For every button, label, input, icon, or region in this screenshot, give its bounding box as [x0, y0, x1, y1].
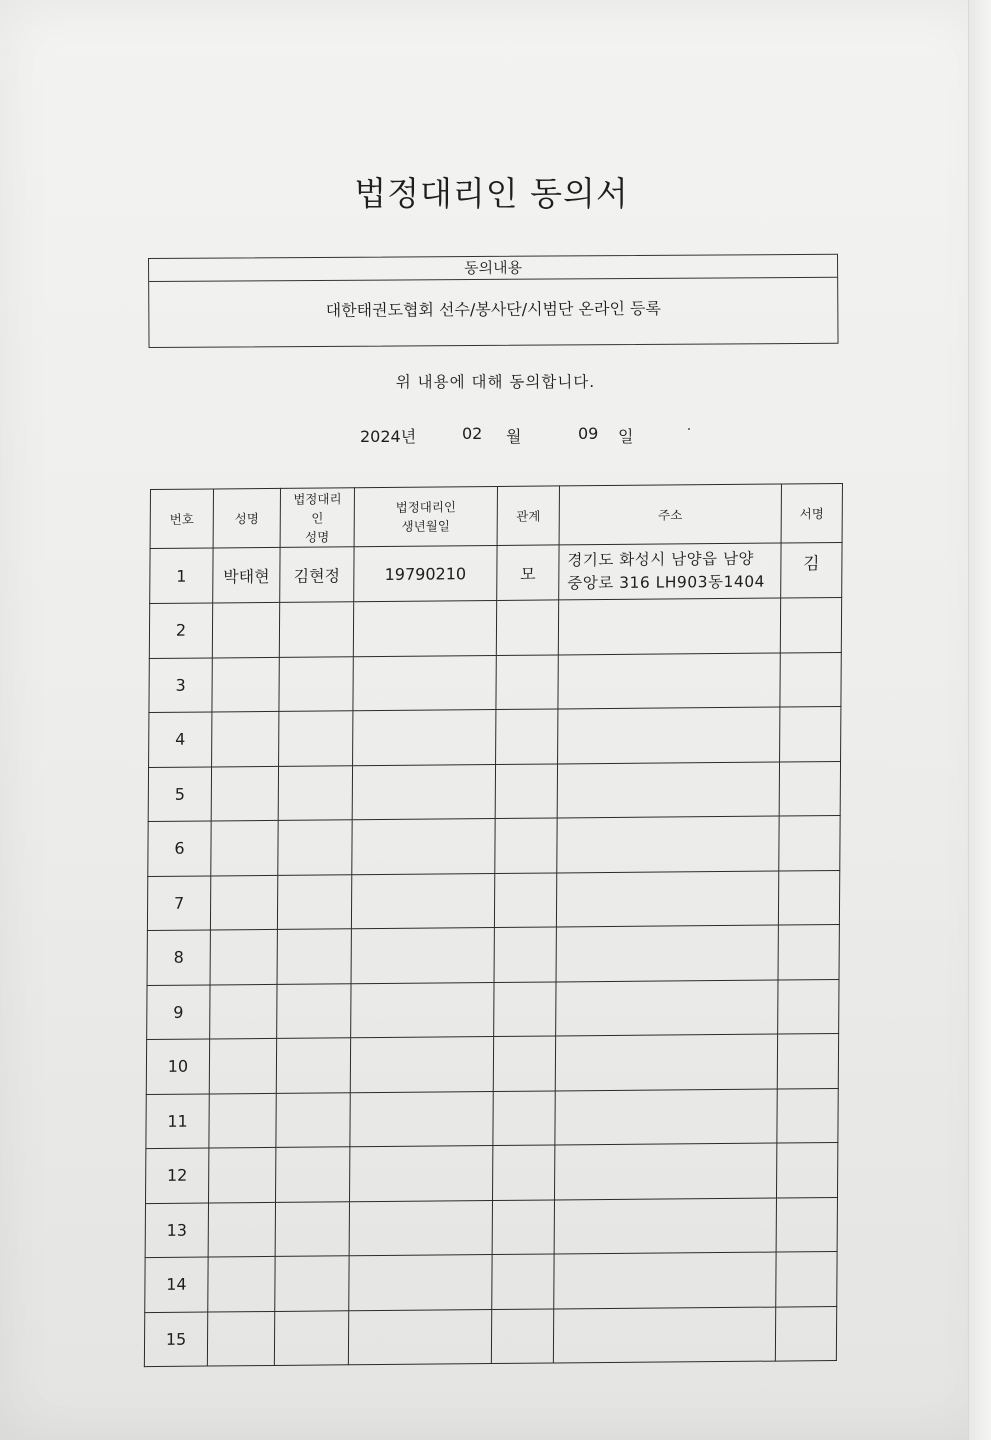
cell-address	[556, 980, 778, 1036]
cell-rep-name	[275, 1201, 349, 1256]
cell-name	[208, 1256, 275, 1311]
cell-address	[555, 1089, 777, 1145]
cell-signature	[777, 1034, 838, 1089]
cell-no: 15	[144, 1312, 207, 1367]
consent-content: 대한태권도협회 선수/봉사단/시범단 온라인 등록	[325, 298, 661, 320]
table-row	[145, 1252, 837, 1313]
address-line-2	[565, 952, 778, 954]
consent-box	[148, 254, 839, 348]
address-line-2	[565, 843, 778, 845]
cell-rep-birth	[350, 1091, 493, 1147]
cell-address	[556, 871, 778, 927]
header-address: 주소	[559, 484, 781, 545]
cell-no: 8	[147, 930, 210, 985]
cell-rep-birth	[352, 819, 495, 875]
cell-rep-name	[279, 711, 353, 766]
cell-address	[553, 1307, 775, 1363]
cell-rep-birth	[349, 1200, 492, 1256]
table-row	[149, 706, 841, 767]
cell-relation	[493, 1036, 555, 1091]
cell-rep-birth	[352, 764, 495, 820]
cell-relation	[492, 1254, 554, 1309]
cell-rep-name: 김현정	[280, 547, 354, 603]
cell-address	[557, 816, 779, 872]
address-line-1	[564, 1007, 777, 1009]
cell-rep-name	[279, 656, 353, 711]
cell-address	[554, 1252, 776, 1308]
table-row	[144, 1306, 836, 1367]
cell-rep-birth	[349, 1255, 492, 1311]
header-rep-birth-line1: 법정대리인	[395, 499, 457, 515]
header-rep-name	[280, 488, 354, 548]
cell-rep-name	[276, 1147, 350, 1202]
address-line-1	[565, 843, 778, 845]
address-line-1	[566, 789, 779, 791]
cell-address	[554, 1198, 776, 1254]
address-line-2	[567, 625, 780, 627]
cell-signature	[780, 652, 841, 707]
document-title: 법정대리인 동의서	[354, 174, 629, 213]
cell-name	[208, 1202, 275, 1257]
address-line-1	[564, 1116, 777, 1118]
date-month-unit: 월	[506, 427, 522, 446]
cell-name: 박태현	[213, 547, 280, 603]
table-row	[148, 761, 840, 822]
cell-name	[212, 657, 279, 712]
address-line-2	[564, 1007, 777, 1009]
address-line-1	[563, 1225, 776, 1227]
table-row	[149, 597, 841, 658]
cell-signature	[776, 1143, 837, 1198]
cell-signature	[776, 1252, 837, 1307]
cell-signature	[778, 925, 839, 980]
cell-signature	[779, 815, 840, 870]
cell-name	[210, 984, 277, 1039]
cell-relation	[496, 600, 558, 655]
table-row	[147, 870, 839, 931]
cell-name	[209, 1093, 276, 1148]
cell-name	[210, 929, 277, 984]
cell-no: 5	[148, 766, 211, 821]
address-line-2	[562, 1334, 775, 1336]
cell-no: 2	[149, 603, 212, 658]
address-line-2	[563, 1225, 776, 1227]
cell-rep-name	[277, 983, 351, 1038]
cell-no: 7	[147, 875, 210, 930]
table-row	[149, 652, 841, 713]
cell-relation: 모	[497, 545, 559, 601]
cell-no: 6	[148, 821, 211, 876]
address-line-2	[565, 898, 778, 900]
cell-signature	[780, 597, 841, 652]
registrant-table-wrap	[144, 483, 843, 1367]
cell-relation	[494, 927, 556, 982]
cell-rep-birth: 19790210	[354, 545, 497, 601]
header-rep-name-line2: 인	[311, 509, 324, 526]
address-line-1	[567, 625, 780, 627]
address-line-2	[564, 1116, 777, 1118]
cell-rep-birth	[351, 873, 494, 929]
cell-rep-name	[276, 1038, 350, 1093]
table-row	[146, 1088, 838, 1149]
address-line-1	[565, 952, 778, 954]
address-line-2: 중앙로 316 LH903동1404	[567, 572, 766, 593]
cell-rep-birth	[350, 1037, 493, 1093]
cell-rep-name	[277, 874, 351, 929]
cell-rep-name	[274, 1310, 348, 1365]
cell-rep-name	[278, 820, 352, 875]
header-rep-birth	[354, 486, 497, 546]
address-line-2	[566, 734, 779, 736]
address-line-2	[566, 789, 779, 791]
cell-rep-birth	[353, 655, 496, 711]
cell-relation	[495, 763, 557, 818]
address-line-1	[563, 1170, 776, 1172]
cell-signature	[780, 706, 841, 761]
cell-signature	[779, 761, 840, 816]
cell-name	[210, 875, 277, 930]
address-line-1	[567, 680, 780, 682]
table-header-row	[150, 483, 842, 548]
cell-no: 10	[146, 1039, 209, 1094]
address-line-2	[564, 1061, 777, 1063]
cell-no: 9	[147, 984, 210, 1039]
table-row	[147, 925, 839, 986]
second-sheet-edge	[968, 0, 991, 1440]
cell-name	[211, 820, 278, 875]
address-line-1	[562, 1334, 775, 1336]
cell-relation	[495, 818, 557, 873]
address-line-2	[567, 680, 780, 682]
cell-address	[558, 653, 780, 709]
table-row	[146, 1034, 838, 1095]
cell-relation	[496, 654, 558, 709]
table-row	[145, 1197, 837, 1258]
header-rep-name-line3: 성명	[305, 528, 330, 545]
cell-relation	[492, 1199, 554, 1254]
date-year: 2024년	[360, 427, 417, 446]
header-relation: 관계	[497, 486, 559, 546]
header-signature: 서명	[781, 483, 842, 543]
cell-signature	[776, 1197, 837, 1252]
cell-rep-birth	[353, 709, 496, 765]
cell-signature	[778, 870, 839, 925]
cell-relation	[494, 981, 556, 1036]
address-line-1: 경기도 화성시 남양읍 남양	[567, 549, 755, 570]
cell-rep-birth	[353, 600, 496, 656]
cell-no: 4	[149, 712, 212, 767]
cell-signature: 김	[781, 542, 842, 598]
cell-name	[211, 766, 278, 821]
cell-signature	[777, 1088, 838, 1143]
agree-statement: 위 내용에 대해 동의합니다.	[395, 373, 596, 391]
ink-dot	[688, 428, 690, 430]
cell-name	[212, 711, 279, 766]
cell-rep-birth	[350, 1146, 493, 1202]
cell-signature	[778, 979, 839, 1034]
table-row	[148, 815, 840, 876]
header-rep-name-line1: 법정대리	[293, 490, 342, 507]
cell-rep-birth	[351, 982, 494, 1038]
table-row	[147, 979, 839, 1040]
address-line-1	[566, 734, 779, 736]
cell-no: 14	[145, 1257, 208, 1312]
consent-header: 동의내용	[149, 255, 837, 282]
cell-name	[209, 1147, 276, 1202]
cell-no: 11	[146, 1094, 209, 1149]
cell-address	[559, 543, 781, 600]
date-day-unit: 일	[618, 427, 634, 446]
table-row	[150, 542, 842, 603]
cell-rep-birth	[348, 1309, 491, 1365]
cell-rep-name	[277, 929, 351, 984]
cell-no: 1	[150, 548, 213, 604]
header-name: 성명	[213, 488, 280, 548]
cell-name	[212, 602, 279, 657]
cell-signature	[775, 1306, 836, 1361]
cell-name	[207, 1311, 274, 1366]
cell-no: 12	[146, 1148, 209, 1203]
cell-name	[209, 1038, 276, 1093]
cell-address	[558, 707, 780, 763]
cell-rep-birth	[351, 928, 494, 984]
header-no: 번호	[150, 489, 213, 549]
address-line-2	[563, 1170, 776, 1172]
cell-rep-name	[276, 1092, 350, 1147]
address-line-1	[562, 1279, 775, 1281]
cell-no: 13	[145, 1203, 208, 1258]
cell-no: 3	[149, 657, 212, 712]
cell-relation	[496, 709, 558, 764]
cell-rep-name	[278, 765, 352, 820]
table-row	[146, 1143, 838, 1204]
date-line	[360, 424, 633, 447]
header-rep-birth-line2: 생년월일	[401, 518, 450, 534]
date-day: 09	[578, 424, 599, 443]
cell-address	[558, 598, 780, 654]
registrant-table	[144, 483, 843, 1367]
cell-relation	[494, 872, 556, 927]
address-line-1	[565, 898, 778, 900]
cell-rep-name	[275, 1256, 349, 1311]
address-line-1	[564, 1061, 777, 1063]
cell-address	[554, 1143, 776, 1199]
cell-address	[557, 762, 779, 818]
date-month: 02	[462, 424, 483, 443]
cell-address	[556, 925, 778, 981]
cell-rep-name	[279, 602, 353, 657]
cell-relation	[493, 1145, 555, 1200]
address-line-2	[562, 1279, 775, 1281]
cell-relation	[493, 1090, 555, 1145]
cell-address	[555, 1034, 777, 1090]
cell-relation	[491, 1309, 553, 1364]
